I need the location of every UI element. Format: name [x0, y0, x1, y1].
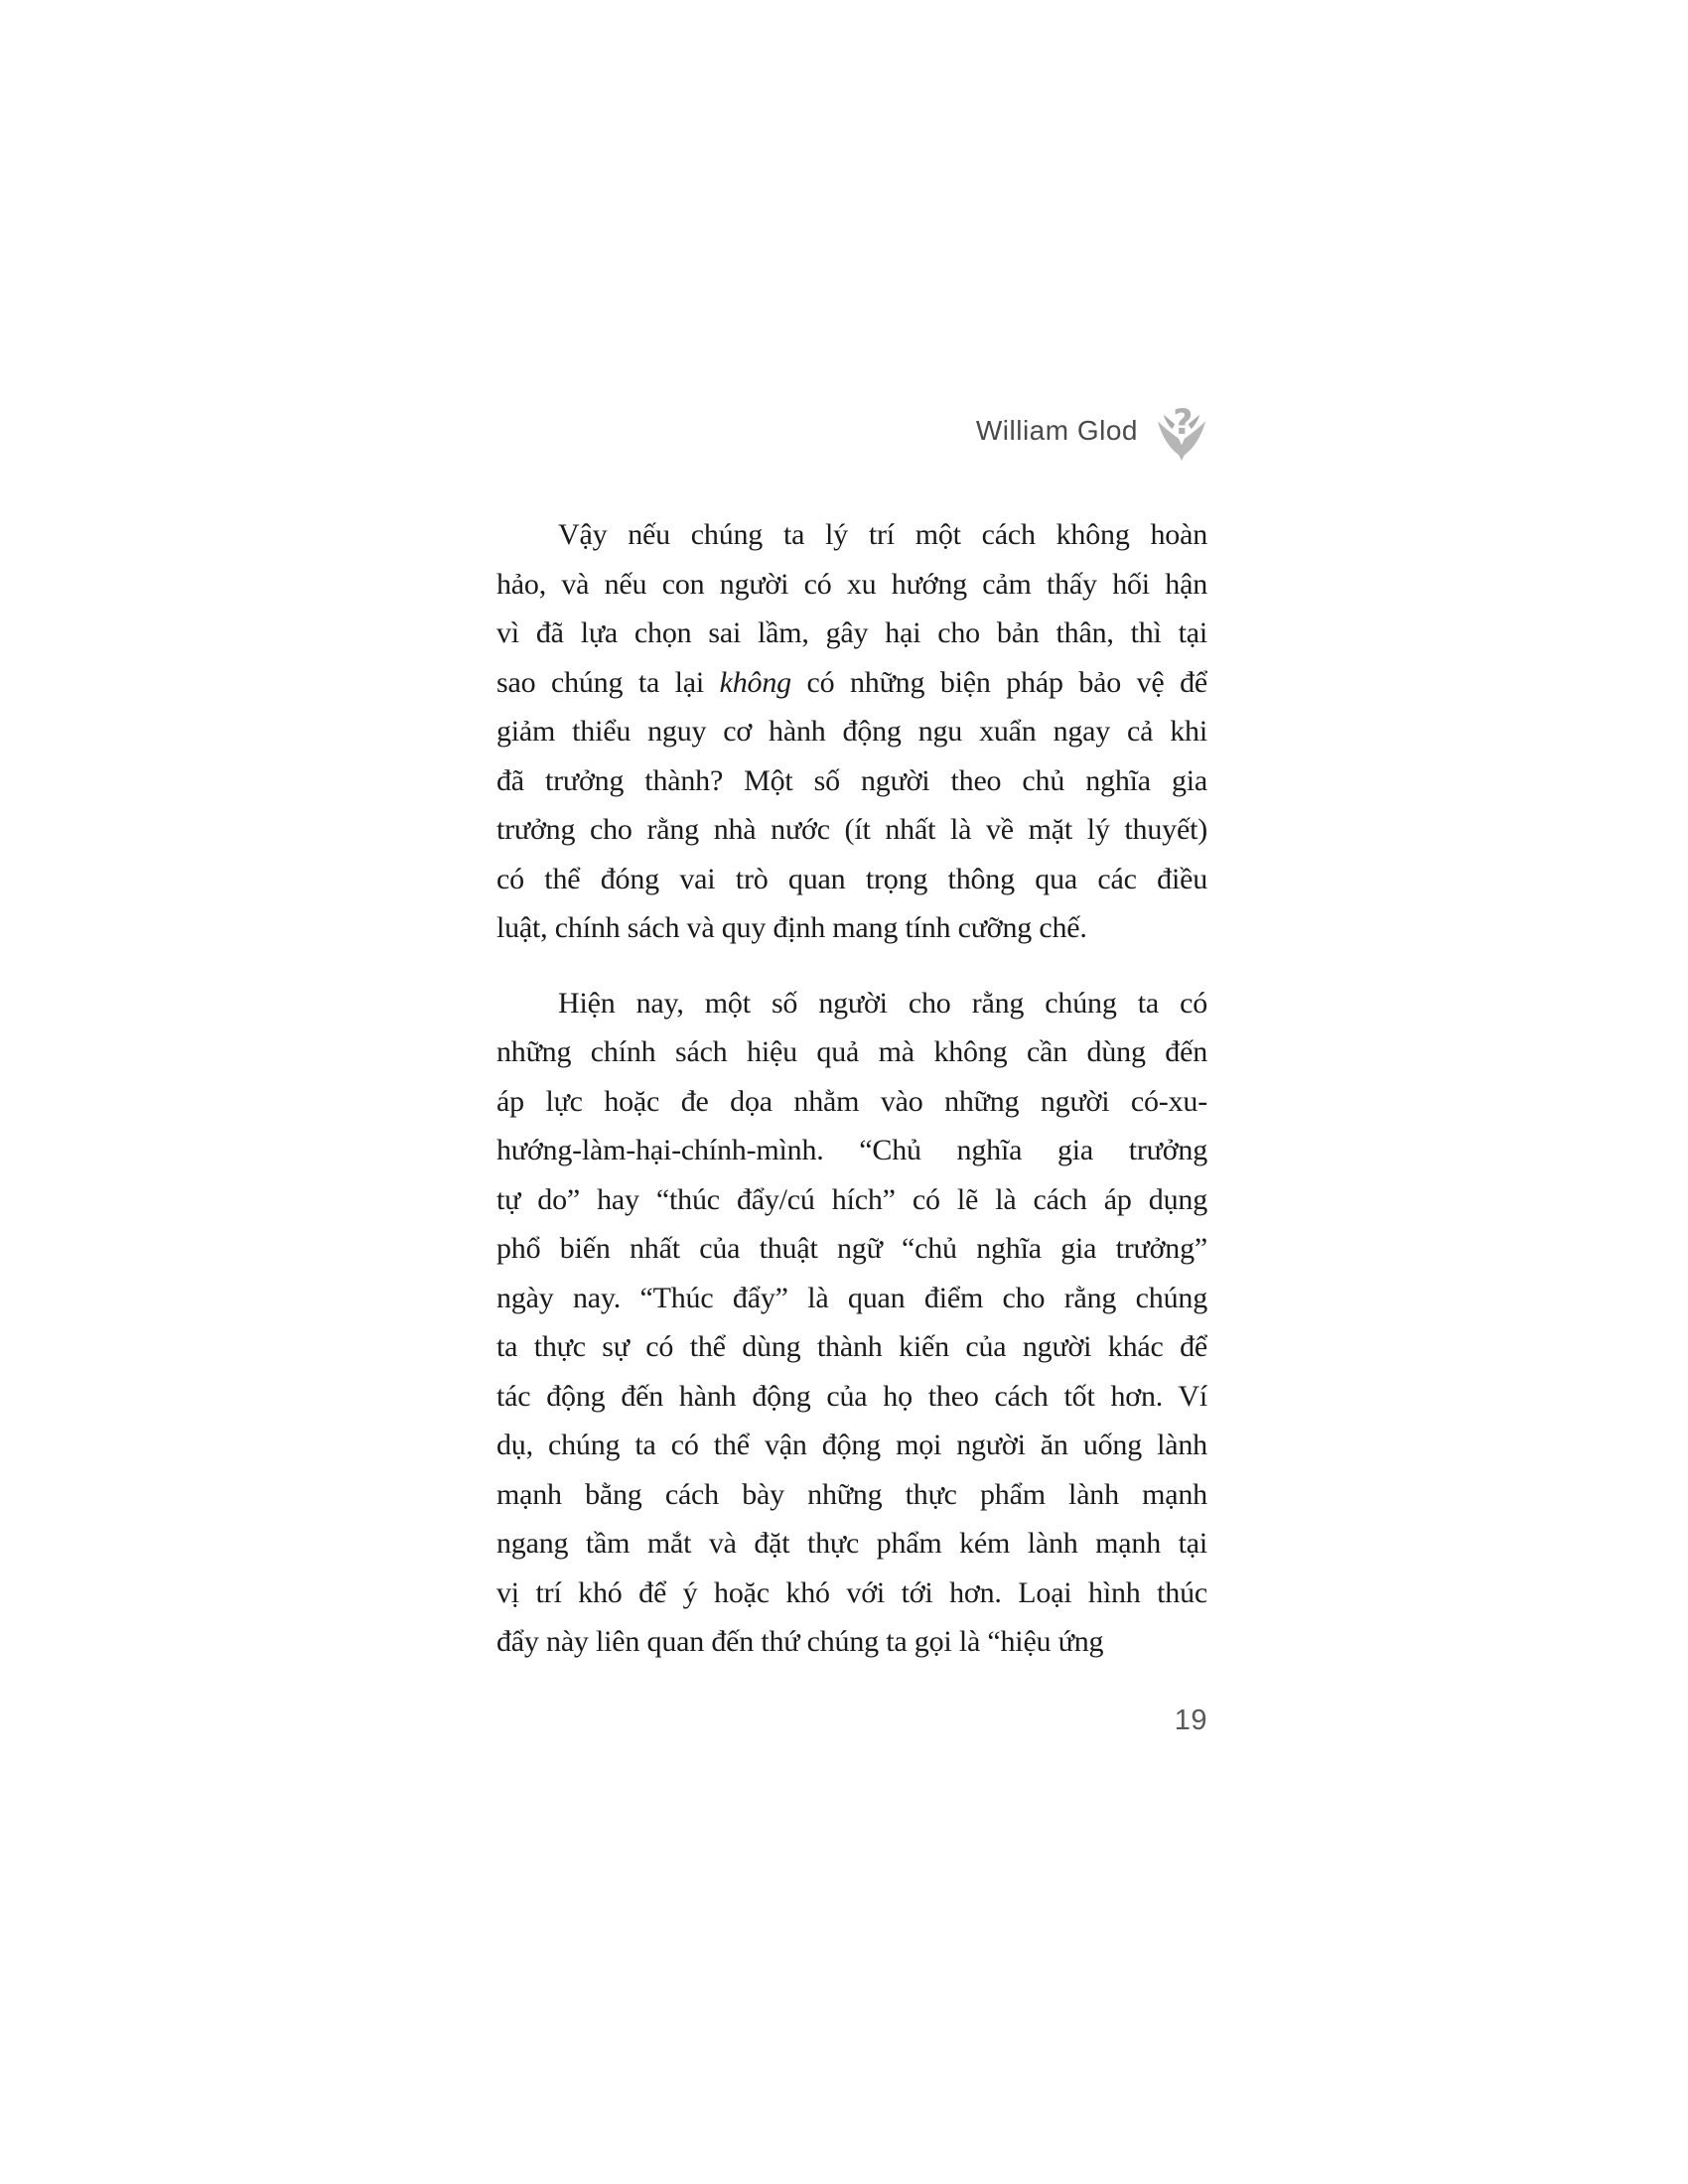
text-line: tự do” hay “thúc đẩy/cú hích” có lẽ là cách áp dụng — [496, 1182, 1207, 1216]
paragraph-1 — [496, 510, 1207, 953]
svg-text:?: ? — [1173, 402, 1194, 443]
text-line: hảo, và nếu con người có xu hướng cảm thấy hối hận — [496, 567, 1207, 601]
text-line: đã trưởng thành? Một số người theo chủ nghĩa gia — [496, 763, 1207, 797]
paragraph-2 — [496, 979, 1207, 1667]
text-line: áp lực hoặc đe dọa nhằm vào những người có-xu- — [496, 1084, 1207, 1118]
text-segment: sao chúng ta lại — [496, 665, 720, 699]
text-line: những chính sách hiệu quả mà không cần dùng đến — [496, 1035, 1207, 1068]
text-segment: có những biện pháp bảo vệ để — [790, 665, 1208, 699]
text-line: có thể đóng vai trò quan trọng thông qua các điều — [496, 862, 1207, 895]
author-name: William Glod — [975, 415, 1138, 446]
text-line: hướng-làm-hại-chính-mình. “Chủ nghĩa gia trưởng — [496, 1134, 1207, 1166]
text-line: giảm thiểu nguy cơ hành động ngu xuẩn ngay cả khi — [496, 715, 1207, 748]
text-line: vì đã lựa chọn sai lầm, gây hại cho bản thân, thì tại — [496, 616, 1207, 649]
text-line: phổ biến nhất của thuật ngữ “chủ nghĩa gia trưởng” — [496, 1232, 1207, 1265]
text-line: Hiện nay, một số người cho rằng chúng ta có — [558, 986, 1207, 1020]
text-line: vị trí khó để ý hoặc khó với tới hơn. Loại hình thúc — [496, 1575, 1207, 1609]
running-header — [496, 401, 1207, 463]
text-line: tác động đến hành động của họ theo cách tốt hơn. Ví — [496, 1379, 1207, 1413]
open-book-question-icon — [1156, 402, 1207, 462]
text-line: dụ, chúng ta có thể vận động mọi người ăn uống lành — [496, 1429, 1207, 1461]
text-line: trưởng cho rằng nhà nước (ít nhất là về mặt lý thuyết) — [496, 813, 1207, 846]
text-line: ngang tầm mắt và đặt thực phẩm kém lành mạnh tại — [496, 1527, 1207, 1560]
text-line: ngày nay. “Thúc đẩy” là quan điểm cho rằng chúng — [496, 1281, 1207, 1314]
page-number: 19 — [1174, 1704, 1207, 1736]
text-line: Vậy nếu chúng ta lý trí một cách không hoàn — [558, 518, 1207, 551]
footer — [496, 1705, 1207, 1737]
text-line: luật, chính sách và quy định mang tính cưỡng chế. — [496, 911, 1087, 944]
text-line: ta thực sự có thể dùng thành kiến của người khác để — [496, 1330, 1207, 1363]
page-content — [496, 401, 1207, 1737]
text-line: đẩy này liên quan đến thứ chúng ta gọi là “hiệu ứng — [496, 1625, 1104, 1658]
text-line — [496, 658, 1207, 708]
italic-word: không — [719, 665, 791, 699]
text-line: mạnh bằng cách bày những thực phẩm lành mạnh — [496, 1477, 1207, 1511]
